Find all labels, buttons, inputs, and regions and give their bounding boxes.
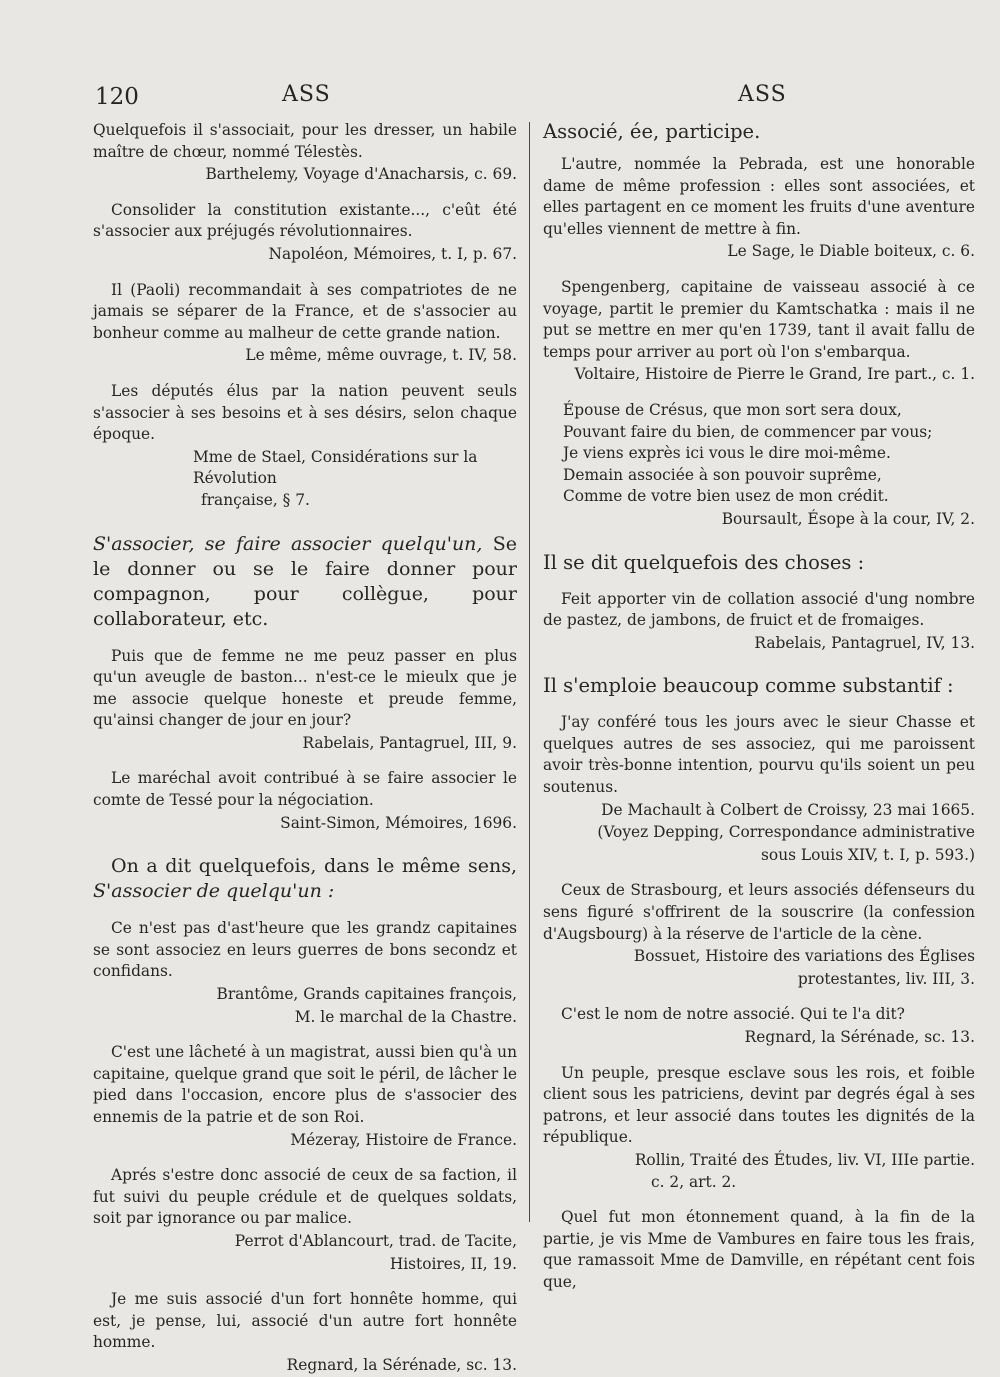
left-column xyxy=(93,120,517,1377)
citation: Rabelais, Pantagruel, IV, 13. xyxy=(754,633,975,652)
citation: Bossuet, Histoire des variations des Églises xyxy=(633,947,975,966)
citation-continued: M. le marchal de la Chastre. xyxy=(294,1007,517,1026)
section-text: On a dit quelquefois, dans le même sens, xyxy=(111,855,517,878)
page-number: 120 xyxy=(95,84,139,110)
citation: Brantôme, Grands capitaines françois, xyxy=(216,985,517,1004)
citation: De Machault à Colbert de Croissy, 23 mai 1665. xyxy=(601,800,975,819)
section-term: S'associer, se faire associer quelqu'un, xyxy=(93,532,483,555)
quotation: Feit apporter vin de collation associé d'ung nombre de pastez, de jambons, de fruict et de fromaiges. xyxy=(543,589,975,630)
citation: Mme de Stael, Considérations sur la Révolution xyxy=(193,447,478,488)
section-heading: Il s'emploie beaucoup comme substantif : xyxy=(543,674,954,698)
citation-continued: sous Louis XIV, t. I, p. 593.) xyxy=(761,845,975,864)
column-divider xyxy=(529,122,530,1222)
quotation: Consolider la constitution existante..., c'eût été s'associer aux préjugés révolutionnaires. xyxy=(93,200,517,241)
citation: Regnard, la Sérénade, sc. 13. xyxy=(744,1028,975,1046)
verse-line: Demain associée à son pouvoir suprême, xyxy=(563,465,882,484)
quotation: L'autre, nommée la Pebrada, est une honorable dame de même profession : elles sont associées, et elles partagent en ce moment les fruits d'une aventure qu'elles viennent de mettre à fin. xyxy=(543,155,975,238)
quotation: Quel fut mon étonnement quand, à la fin de la partie, je vis Mme de Vambures en faire tous les frais, que ramassoit Mme de Damville, en répétant cent fois que, xyxy=(543,1208,975,1291)
citation-continued: française, § 7. xyxy=(201,490,310,509)
verse-block xyxy=(543,400,975,508)
citation: Napoléon, Mémoires, t. I, p. 67. xyxy=(268,244,517,263)
citation: Le Sage, le Diable boiteux, c. 6. xyxy=(727,242,975,261)
quotation: C'est une lâcheté à un magistrat, aussi bien qu'à un capitaine, quelque grand que soit le péril, de lâcher le pied dans l'occasion, encore plus de s'associer des ennemis de la patrie et de son Roi. xyxy=(93,1043,517,1126)
quotation: Les députés élus par la nation peuvent seuls s'associer à ses besoins et à ses désirs, selon chaque époque. xyxy=(93,381,517,444)
quotation: Un peuple, presque esclave sous les rois, et foible client sous les patriciens, devint par degrés égal à ses patrons, et leur associé dans toutes les dignités de la république. xyxy=(543,1063,975,1147)
citation: Rabelais, Pantagruel, III, 9. xyxy=(302,733,517,752)
section-term: S'associer de quelqu'un : xyxy=(93,880,335,903)
section-heading: Il se dit quelquefois des choses : xyxy=(543,550,865,574)
right-running-head: ASS xyxy=(738,82,787,107)
citation: Regnard, la Sérénade, sc. 13. xyxy=(286,1355,517,1374)
quotation: Ce n'est pas d'ast'heure que les grandz capitaines se sont associez en leurs guerres de bons secondz et confidans. xyxy=(93,919,517,981)
left-running-head: ASS xyxy=(282,82,331,107)
quotation: Puis que de femme ne me peuz passer en plus qu'un aveugle de baston... n'est-ce le mieulx que je me associe quelque honeste et preude femme, qu'ainsi changer de jour en jour? xyxy=(93,646,517,730)
section-heading xyxy=(93,854,517,904)
citation: Mézeray, Histoire de France. xyxy=(290,1130,517,1149)
citation-continued: (Voyez Depping, Correspondance administrative xyxy=(597,823,975,842)
citation-continued: c. 2, art. 2. xyxy=(651,1172,737,1191)
section-heading xyxy=(93,532,517,632)
citation: Rollin, Traité des Études, liv. VI, IIIe partie. xyxy=(634,1150,975,1169)
citation: Le même, même ouvrage, t. IV, 58. xyxy=(245,346,517,365)
citation: Saint-Simon, Mémoires, 1696. xyxy=(280,813,517,832)
entry-heading: Associé, ée, participe. xyxy=(543,120,761,143)
citation-continued: protestantes, liv. III, 3. xyxy=(797,969,975,988)
citation: Barthelemy, Voyage d'Anacharsis, c. 69. xyxy=(205,165,517,184)
quotation: Quelquefois il s'associait, pour les dresser, un habile maître de chœur, nommé Télestès. xyxy=(93,121,517,161)
verse-line: Je viens exprès ici vous le dire moi-même. xyxy=(563,444,891,463)
quotation: Aprés s'estre donc associé de ceux de sa faction, il fut suivi du peuple crédule et de quelques soldats, soit par ignorance ou par malice. xyxy=(93,1166,517,1228)
quotation: Ceux de Strasbourg, et leurs associés défenseurs du sens figuré s'offrirent de la souscrire (la confession d'Augsbourg) à la réserve de l'article de la cène. xyxy=(543,881,975,943)
quotation: Je me suis associé d'un fort honnête homme, qui est, je pense, lui, associé d'un autre fort honnête homme. xyxy=(93,1290,517,1352)
citation: Voltaire, Histoire de Pierre le Grand, Ire part., c. 1. xyxy=(574,365,975,384)
citation: Boursault, Ésope à la cour, IV, 2. xyxy=(721,509,975,528)
verse-line: Comme de votre bien usez de mon crédit. xyxy=(563,487,889,506)
verse-line: Pouvant faire du bien, de commencer par vous; xyxy=(563,422,933,441)
quotation: Il (Paoli) recommandait à ses compatriotes de ne jamais se séparer de la France, et de s'associer au bonheur comme au malheur de cette grande nation. xyxy=(93,280,517,342)
quotation: Le maréchal avoit contribué à se faire associer le comte de Tessé pour la négociation. xyxy=(93,769,517,810)
quotation: C'est le nom de notre associé. Qui te l'a dit? xyxy=(561,1005,905,1024)
citation-continued: Histoires, II, 19. xyxy=(389,1254,517,1273)
right-column xyxy=(543,120,975,1294)
quotation: J'ay conféré tous les jours avec le sieur Chasse et quelques autres de ses associez, qui me paroissent avoir très-bonne intention, pourvu qu'ils soient un peu soutenus. xyxy=(543,713,975,797)
verse-line: Épouse de Crésus, que mon sort sera doux, xyxy=(563,400,902,419)
citation: Perrot d'Ablancourt, trad. de Tacite, xyxy=(234,1231,517,1250)
section-definition: Se le donner ou se le faire donner pour compagnon, pour collègue, pour collaborateur, etc. xyxy=(93,532,517,630)
quotation: Spengenberg, capitaine de vaisseau associé à ce voyage, partit le premier du Kamtschatka : mais il ne put se mettre en mer qu'en 1739, tant il avait fallu de temps pour arriver au port où l'on s'embarqua. xyxy=(543,277,975,361)
